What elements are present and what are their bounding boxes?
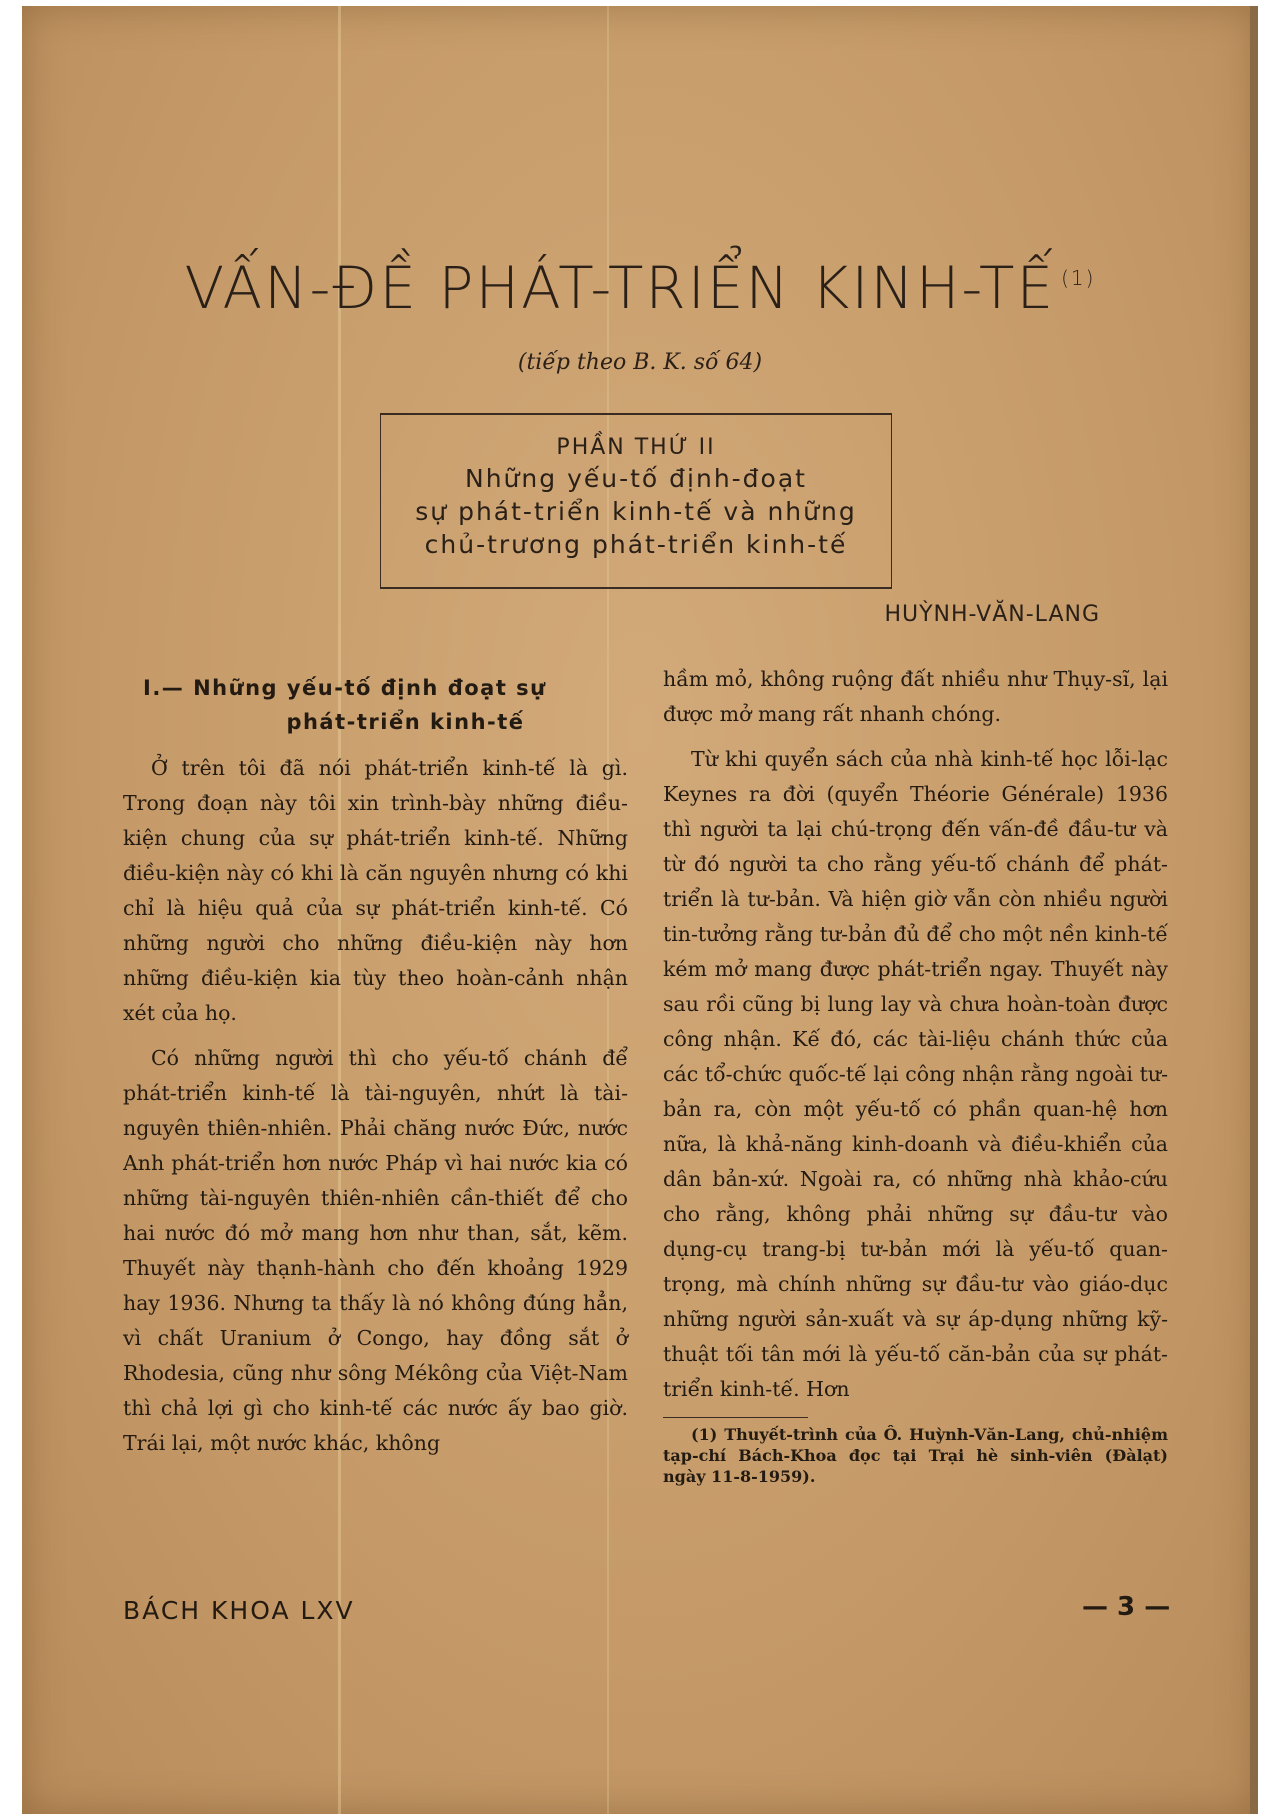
article-subtitle: (tiếp theo B. K. số 64) bbox=[517, 350, 763, 375]
paragraph: hầm mỏ, không ruộng đất nhiều như Thụy-sĩ, lại được mở mang rất nhanh chóng. bbox=[663, 667, 1168, 726]
article-title-text: VẤN-ĐỀ PHÁT-TRIỂN KINH-TẾ bbox=[184, 254, 1056, 322]
author-name: HUỲNH-VĂN-LANG bbox=[884, 602, 1100, 627]
page-number: — 3 — bbox=[1082, 1592, 1171, 1622]
part-line: chủ-trương phát-triển kinh-tế bbox=[424, 530, 848, 559]
section-heading bbox=[123, 671, 628, 739]
part-line: sự phát-triển kinh-tế và những bbox=[415, 497, 857, 526]
paragraph: Từ khi quyển sách của nhà kinh-tế học lỗi-lạc Keynes ra đời (quyển Théorie Générale) 1936 thì người ta lại chú-trọng đến vấn-đề đầu-tư và từ đó người ta cho rằng yếu-tố chánh để phát-triển là tư-bản. Và hiện giờ vẫn còn nhiều người tin-tưởng rằng tư-bản đủ để cho một nền kinh-tế kém mở mang được phát-triển ngay. Thuyết này sau rồi cũng bị lung lay và chưa hoàn-toàn được công nhận. Kế đó, các tài-liệu chánh thức của các tổ-chức quốc-tế lại công nhận rằng ngoài tư-bản ra, còn một yếu-tố có phần quan-hệ hơn nữa, là khả-năng kinh-doanh và điều-khiển của dân bản-xứ. Ngoài ra, có những nhà khảo-cứu cho rằng, không phải những sự đầu-tư vào dụng-cụ trang-bị tư-bản mới là yếu-tố quan-trọng, mà chính những sự đầu-tư vào giáo-dục những người sản-xuất và sự áp-dụng những kỹ-thuật tối tân mới là yếu-tố căn-bản của sự phát-triển kinh-tế. Hơn bbox=[663, 747, 1168, 1401]
part-line: Những yếu-tố định-đoạt bbox=[465, 464, 807, 493]
journal-name: BÁCH KHOA LXV bbox=[123, 1596, 355, 1625]
article-title bbox=[22, 254, 1258, 322]
section-heading-line: I.— Những yếu-tố định đoạt sự bbox=[143, 676, 547, 700]
footnote-divider bbox=[663, 1417, 808, 1418]
part-label: PHẦN THỨ II bbox=[556, 435, 716, 460]
paragraph: Ở trên tôi đã nói phát-triển kinh-tế là gì. Trong đoạn này tôi xin trình-bày những điều-kiện chung của sự phát-triển kinh-tế. Những điều-kiện này có khi là căn nguyên nhưng có khi chỉ là hiệu quả của sự phát-triển kinh-tế. Có những người cho những điều-kiện này hơn những điều-kiện kia tùy theo hoàn-cảnh nhận xét của họ. bbox=[123, 756, 628, 1025]
footnote: (1) Thuyết-trình của Ô. Huỳnh-Văn-Lang, chủ-nhiệm tạp-chí Bách-Khoa đọc tại Trại hè sinh-viên (Đàlạt) ngày 11-8-1959). bbox=[663, 1425, 1168, 1486]
title-footnote-marker: (1) bbox=[1061, 266, 1096, 290]
part-heading-box bbox=[380, 413, 892, 589]
right-column bbox=[663, 662, 1168, 1497]
paragraph: Có những người thì cho yếu-tố chánh để phát-triển kinh-tế là tài-nguyên, nhứt là tài-nguyên thiên-nhiên. Phải chăng nước Đức, nước Anh phát-triển hơn nước Pháp vì hai nước kia có những tài-nguyên thiên-nhiên cần-thiết để cho hai nước đó mở mang hơn như than, sắt, kẽm. Thuyết này thạnh-hành cho đến khoảng 1929 hay 1936. Nhưng ta thấy là nó không đúng hẳn, vì chất Uranium ở Congo, hay đồng sắt ở Rhodesia, cũng như sông Mékông của Việt-Nam thì chả lợi gì cho kinh-tế các nước ấy bao giờ. Trái lại, một nước khác, không bbox=[123, 1046, 628, 1455]
magazine-page bbox=[22, 6, 1258, 1814]
section-heading-line: phát-triển kinh-tế bbox=[286, 710, 525, 734]
left-column bbox=[123, 671, 628, 1471]
